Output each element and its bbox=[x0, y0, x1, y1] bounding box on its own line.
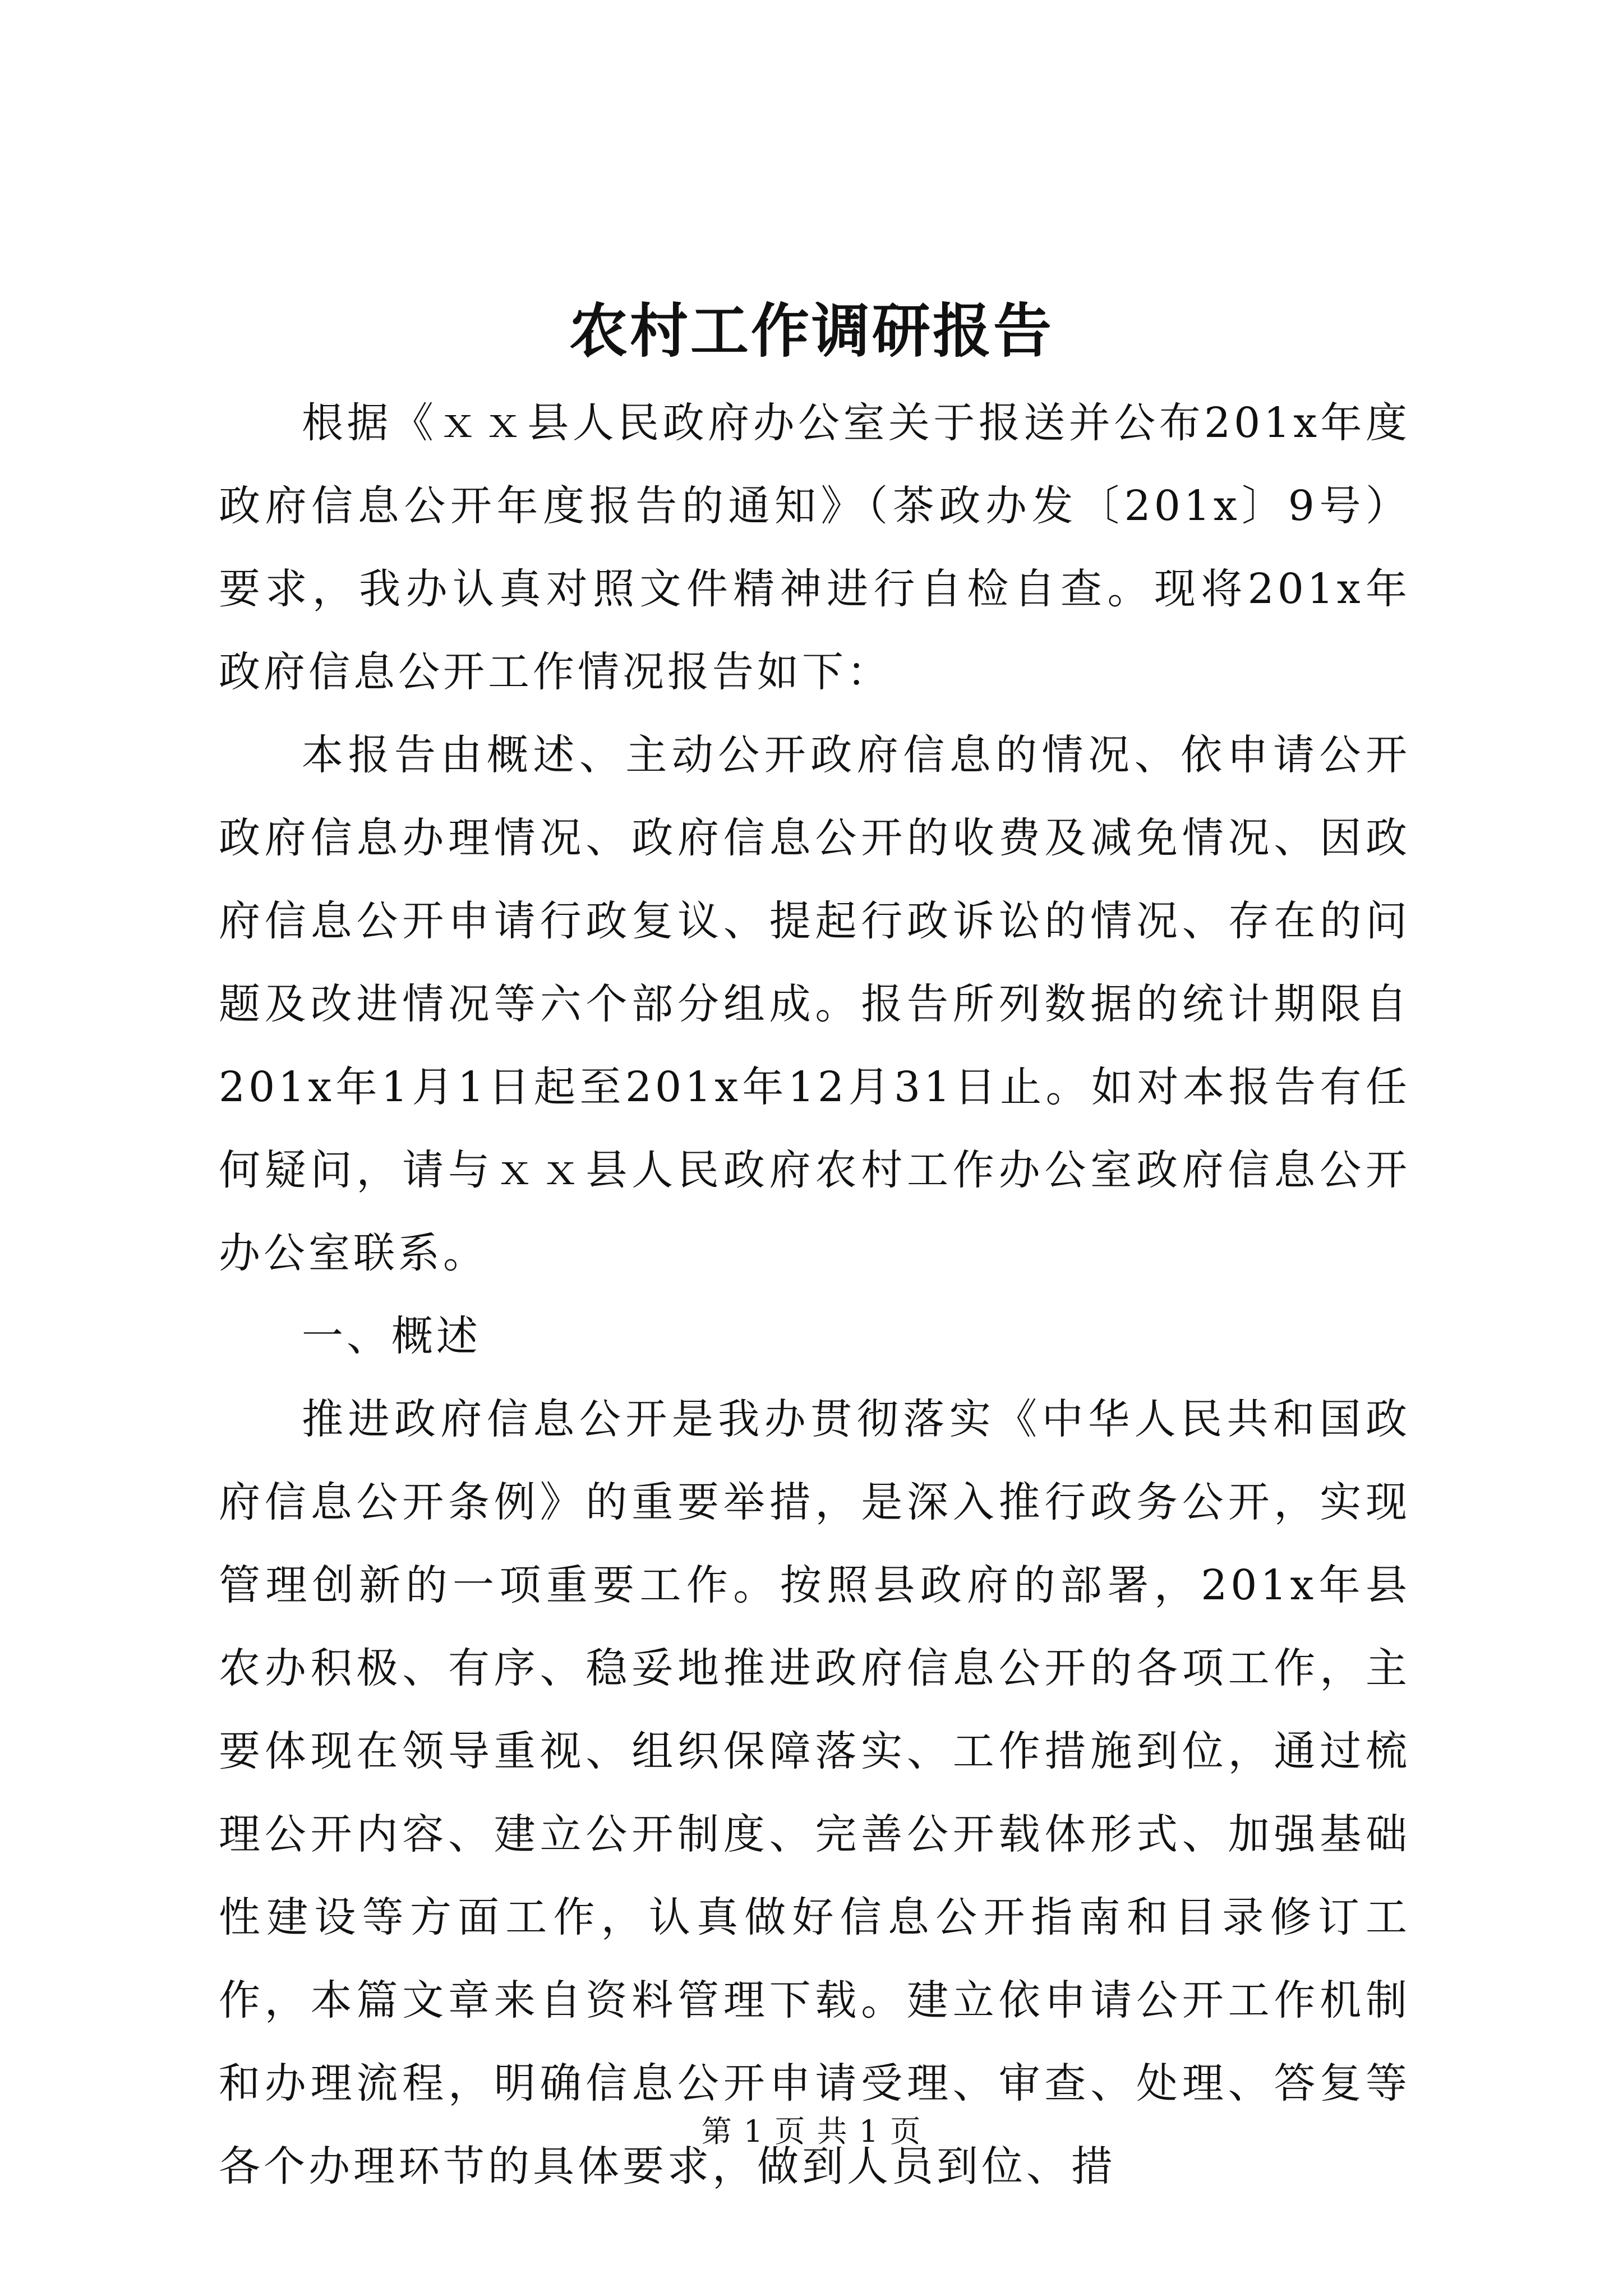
section-heading: 一、概述 bbox=[302, 1312, 481, 1360]
page-footer: 第 1 页 共 1 页 bbox=[701, 2114, 922, 2149]
intro-paragraph: 根据《ｘｘ县人民政府办公室关于报送并公布201x年度政府信息公开年度报告的通知》（茶政办发〔201x〕9号）要求，我办认真对照文件精神进行自检自查。现将201x年政府信息公开工作情况报告如下： bbox=[219, 399, 1410, 696]
document-title: 农村工作调研报告 bbox=[569, 296, 1054, 365]
scope-paragraph: 本报告由概述、主动公开政府信息的情况、依申请公开政府信息办理情况、政府信息公开的收费及减免情况、因政府信息公开申请行政复议、提起行政诉讼的情况、存在的问题及改进情况等六个部分组成。报告所列数据的统计期限自201x年1月1日起至201x年12月31日止。如对本报告有任何疑问，请与ｘｘ县人民政府农村工作办公室政府信息公开办公室联系。 bbox=[219, 731, 1410, 1277]
document-body bbox=[219, 381, 1410, 2208]
section-paragraph: 推进政府信息公开是我办贯彻落实《中华人民共和国政府信息公开条例》的重要举措，是深入推行政务公开，实现管理创新的一项重要工作。按照县政府的部署，201x年县农办积极、有序、稳妥地推进政府信息公开的各项工作，主要体现在领导重视、组织保障落实、工作措施到位，通过梳理公开内容、建立公开制度、完善公开载体形式、加强基础性建设等方面工作，认真做好信息公开指南和目录修订工作，本篇文章来自资料管理下载。建立依申请公开工作机制和办理流程，明确信息公开申请受理、审查、处理、答复等各个办理环节的具体要求，做到人员到位、措 bbox=[219, 1395, 1410, 2191]
